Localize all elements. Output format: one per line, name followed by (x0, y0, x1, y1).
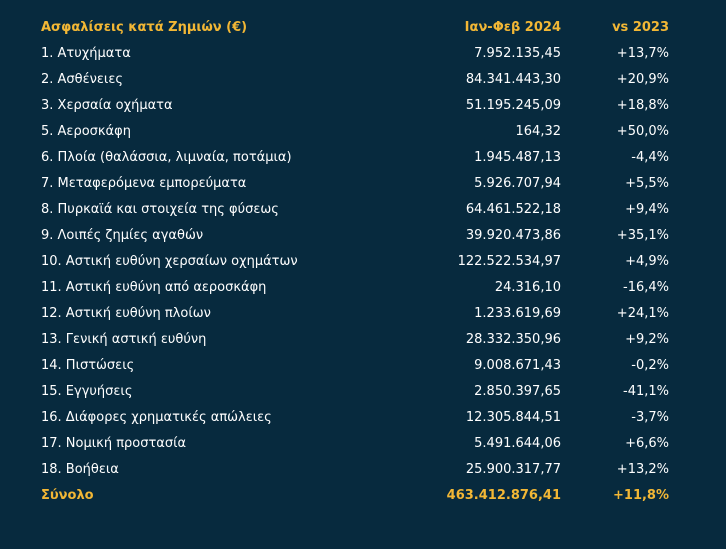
row-change: +5,5% (625, 175, 669, 191)
table-row (41, 456, 669, 482)
row-change: +13,7% (616, 45, 669, 61)
row-value: 164,32 (515, 123, 561, 139)
row-value: 122.522.534,97 (457, 253, 561, 269)
row-value: 5.926.707,94 (474, 175, 561, 191)
row-name: 9. Λοιπές ζημίες αγαθών (41, 227, 204, 243)
row-value: 51.195.245,09 (465, 97, 561, 113)
total-row (41, 482, 669, 508)
row-value: 2.850.397,65 (474, 383, 561, 399)
row-value: 1.233.619,69 (474, 305, 561, 321)
row-change: +50,0% (616, 123, 669, 139)
insurance-table (41, 14, 669, 508)
row-change: +6,6% (625, 435, 669, 451)
row-name: 7. Μεταφερόμενα εμπορεύματα (41, 175, 247, 191)
table-row (41, 326, 669, 352)
row-change: +35,1% (616, 227, 669, 243)
row-name: 2. Ασθένειες (41, 71, 123, 87)
row-value: 5.491.644,06 (474, 435, 561, 451)
table-row (41, 196, 669, 222)
table-row (41, 40, 669, 66)
row-value: 7.952.135,45 (474, 45, 561, 61)
row-change: +4,9% (625, 253, 669, 269)
row-name: 11. Αστική ευθύνη από αεροσκάφη (41, 279, 267, 295)
header-compare: vs 2023 (612, 19, 669, 35)
row-name: 1. Ατυχήματα (41, 45, 131, 61)
row-name: 15. Εγγυήσεις (41, 383, 133, 399)
table-row (41, 352, 669, 378)
row-name: 3. Χερσαία οχήματα (41, 97, 173, 113)
row-change: +20,9% (616, 71, 669, 87)
table-row (41, 300, 669, 326)
table-row (41, 118, 669, 144)
table-row (41, 248, 669, 274)
row-value: 64.461.522,18 (465, 201, 561, 217)
row-name: 10. Αστική ευθύνη χερσαίων οχημάτων (41, 253, 298, 269)
table-row (41, 404, 669, 430)
table-header (41, 14, 669, 40)
row-name: 17. Νομική προστασία (41, 435, 187, 451)
row-change: -16,4% (623, 279, 669, 295)
header-title: Ασφαλίσεις κατά Ζημιών (€) (41, 19, 248, 35)
total-change: +11,8% (613, 487, 669, 503)
row-name: 8. Πυρκαϊά και στοιχεία της φύσεως (41, 201, 279, 217)
row-name: 14. Πιστώσεις (41, 357, 135, 373)
row-change: +24,1% (616, 305, 669, 321)
row-change: +18,8% (616, 97, 669, 113)
row-value: 24.316,10 (494, 279, 561, 295)
row-name: 5. Αεροσκάφη (41, 123, 131, 139)
table-row (41, 92, 669, 118)
table-row (41, 144, 669, 170)
table-row (41, 66, 669, 92)
row-value: 1.945.487,13 (474, 149, 561, 165)
table-row (41, 274, 669, 300)
header-period: Ιαν-Φεβ 2024 (464, 19, 561, 35)
row-change: -4,4% (631, 149, 669, 165)
row-change: -0,2% (631, 357, 669, 373)
row-value: 39.920.473,86 (465, 227, 561, 243)
table-row (41, 222, 669, 248)
row-value: 9.008.671,43 (474, 357, 561, 373)
table-row (41, 378, 669, 404)
row-value: 28.332.350,96 (465, 331, 561, 347)
row-change: -3,7% (631, 409, 669, 425)
table-row (41, 170, 669, 196)
row-change: +9,4% (625, 201, 669, 217)
table-row (41, 430, 669, 456)
row-name: 6. Πλοία (θαλάσσια, λιμναία, ποτάμια) (41, 149, 292, 165)
row-name: 18. Βοήθεια (41, 461, 119, 477)
total-value: 463.412.876,41 (446, 487, 561, 503)
row-name: 16. Διάφορες χρηματικές απώλειες (41, 409, 272, 425)
row-value: 84.341.443,30 (465, 71, 561, 87)
row-change: +9,2% (625, 331, 669, 347)
row-change: +13,2% (616, 461, 669, 477)
row-name: 12. Αστική ευθύνη πλοίων (41, 305, 211, 321)
total-name: Σύνολο (41, 487, 94, 503)
row-value: 12.305.844,51 (465, 409, 561, 425)
row-change: -41,1% (623, 383, 669, 399)
row-value: 25.900.317,77 (465, 461, 561, 477)
row-name: 13. Γενική αστική ευθύνη (41, 331, 207, 347)
